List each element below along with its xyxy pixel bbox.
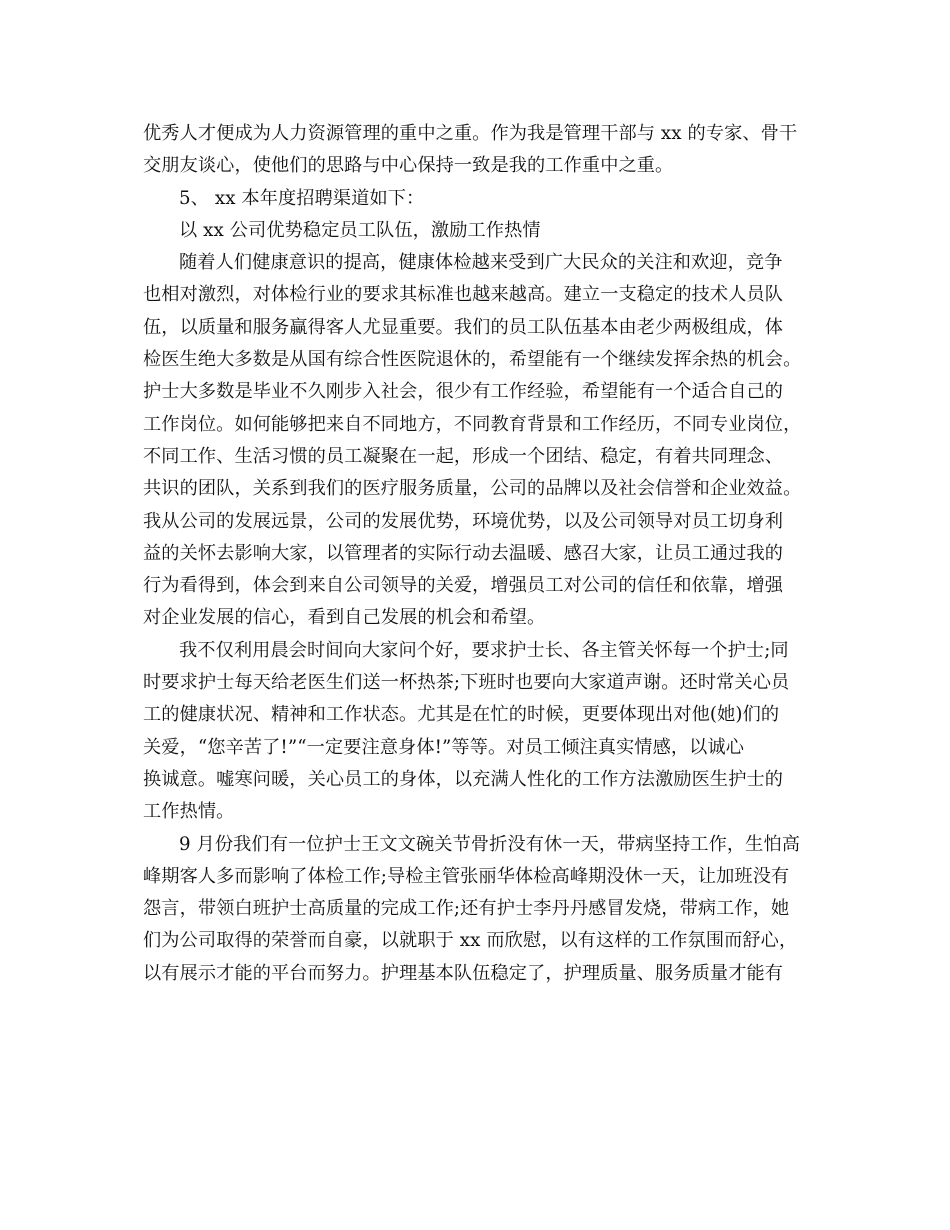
text-line: 时要求护士每天给老医生们送一杯热茶;下班时也要向大家道声谢。还时常关心员 <box>143 672 790 694</box>
paragraph-recruitment-channels <box>143 183 813 215</box>
text-line: 行为看得到，体会到来自公司领导的关爱，增强员工对公司的信任和依靠，增强 <box>143 575 784 597</box>
text-line: 也相对激烈，对体检行业的要求其标准也越来越高。建立一支稳定的技术人员队 <box>143 284 784 306</box>
text-line: 对企业发展的信心，看到自己发展的机会和希望。 <box>143 607 546 629</box>
text-line: 不同工作、生活习惯的员工凝聚在一起，形成一个团结、稳定，有着共同理念、 <box>143 445 784 467</box>
text-line: 益的关怀去影响大家，以管理者的实际行动去温暖、感召大家，让员工通过我的 <box>143 542 784 564</box>
text-line: 我不仅利用晨会时间向大家问个好，要求护士长、各主管关怀每一个护士;同 <box>179 639 789 661</box>
text-line: 护士大多数是毕业不久刚步入社会，很少有工作经验，希望能有一个适合自己的 <box>143 381 784 403</box>
text-line: 我从公司的发展远景，公司的发展优势，环境优势，以及公司领导对员工切身利 <box>143 510 784 532</box>
text-line: 工作热情。 <box>143 801 235 823</box>
paragraph-talent-management <box>143 118 813 183</box>
text-line: 共识的团队，关系到我们的医疗服务质量，公司的品牌以及社会信誉和企业效益。 <box>143 478 802 500</box>
text-line: 9 月份我们有一位护士王文文碗关节骨折没有休一天，带病坚持工作，生怕高 <box>179 833 801 855</box>
text-line: 峰期客人多而影响了体检工作;导检主管张丽华体检高峰期没休一天，让加班没有 <box>143 865 790 887</box>
text-line: 伍，以质量和服务赢得客人尤显重要。我们的员工队伍基本由老少两极组成，体 <box>143 316 784 338</box>
text-line: 工的健康状况、精神和工作状态。尤其是在忙的时候，更要体现出对他(她)们的 <box>143 704 780 726</box>
text-line: 以 xx 公司优势稳定员工队伍，激励工作热情 <box>179 219 541 241</box>
document-page <box>143 118 813 990</box>
text-line: 们为公司取得的荣誉而自豪，以就职于 xx 而欣慰，以有这样的工作氛围而舒心， <box>143 930 798 952</box>
text-line: 怨言，带领白班护士高质量的完成工作;还有护士李丹丹感冒发烧，带病工作，她 <box>143 898 790 920</box>
text-line: 工作岗位。如何能够把来自不同地方，不同教育背景和工作经历，不同专业岗位， <box>143 413 802 435</box>
text-line: 以有展示才能的平台而努力。护理基本队伍稳定了，护理质量、服务质量才能有 <box>143 962 784 984</box>
text-line: 5、 xx 本年度招聘渠道如下： <box>179 187 425 209</box>
text-line: 优秀人才便成为人力资源管理的重中之重。作为我是管理干部与 xx 的专家、骨干 <box>143 123 798 144</box>
paragraph-health-awareness <box>143 247 813 635</box>
text-line: 随着人们健康意识的提高，健康体检越来受到广大民众的关注和欢迎，竞争 <box>179 252 783 274</box>
text-line: 关爱，“您辛苦了!”“一定要注意身体!”等等。对员工倾注真实情感，以诚心 <box>143 736 745 758</box>
paragraph-caring-staff <box>143 635 813 829</box>
paragraph-nurse-examples <box>143 829 813 990</box>
text-line: 检医生绝大多数是从国有综合性医院退休的，希望能有一个继续发挥余热的机会。 <box>143 349 802 371</box>
section-heading-stabilize-staff <box>143 215 813 247</box>
text-line: 交朋友谈心，使他们的思路与中心保持一致是我的工作重中之重。 <box>143 155 674 177</box>
text-line: 换诚意。嘘寒问暖，关心员工的身体，以充满人性化的工作方法激励医生护士的 <box>143 768 784 790</box>
